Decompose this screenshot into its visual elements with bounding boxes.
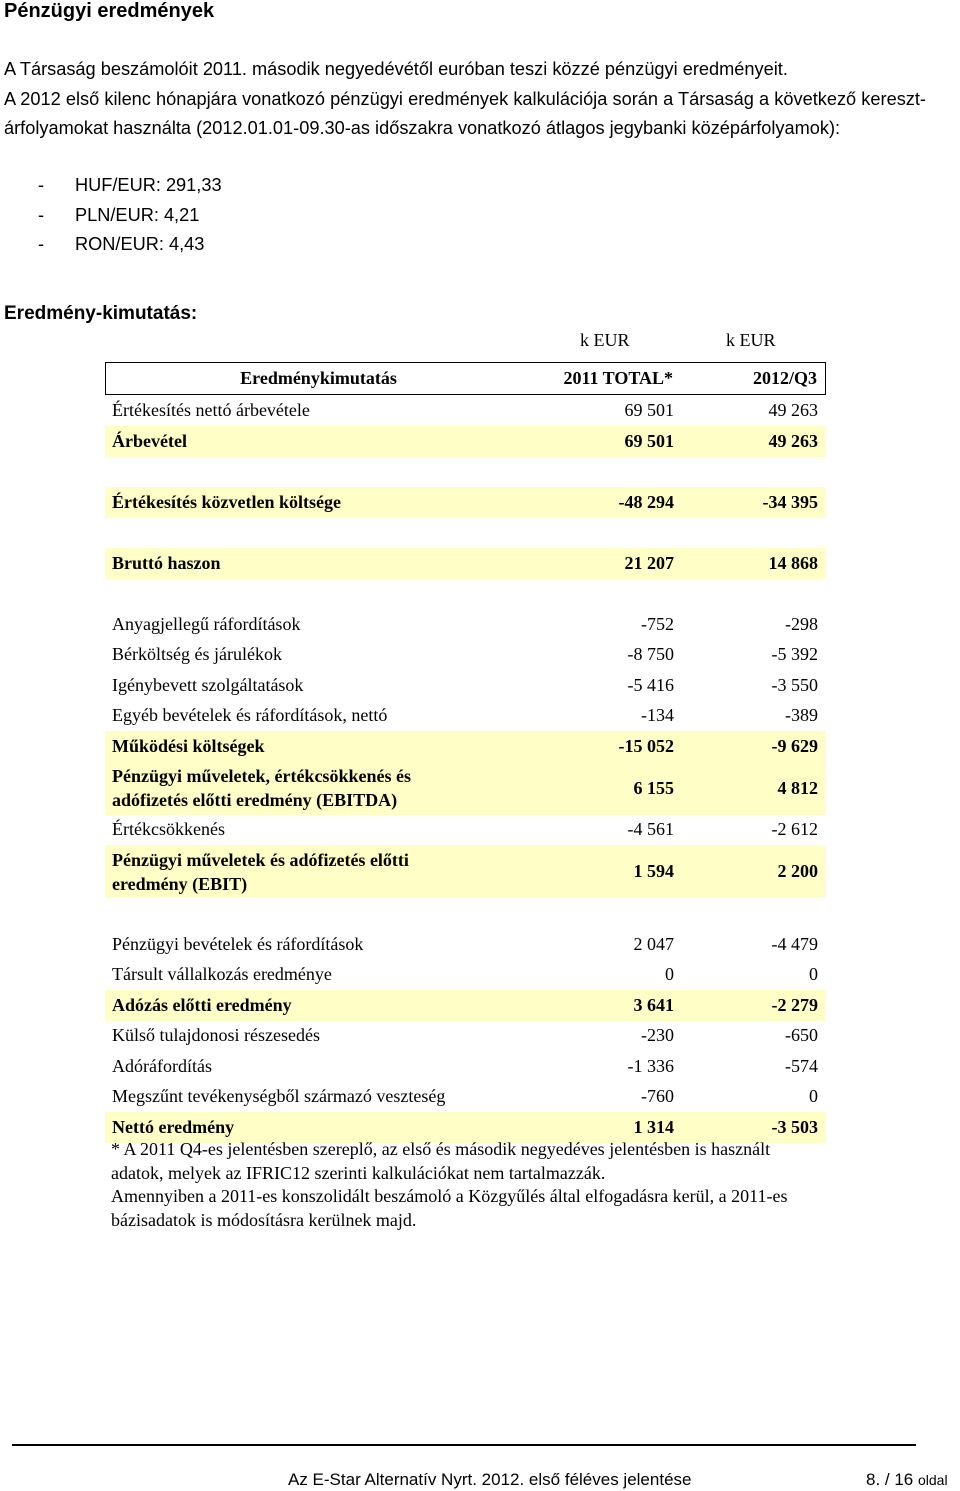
- row-spacer: [105, 518, 826, 549]
- section-title-financial-results: Pénzügyi eredmények: [4, 0, 215, 22]
- header-label: Eredménykimutatás: [240, 368, 397, 388]
- table-row: Anyagjellegű ráfordítások -752 -298: [112, 613, 818, 634]
- rate-item-ron: - RON/EUR: 4,43: [38, 234, 205, 254]
- footer-report-title: Az E-Star Alternatív Nyrt. 2012. első féléves jelentése: [288, 1470, 692, 1489]
- rate-item-pln: - PLN/EUR: 4,21: [38, 204, 200, 225]
- header-col1: 2011 TOTAL*: [563, 368, 673, 388]
- table-row: Megszűnt tevékenységből származó veszteség -760 0: [112, 1086, 818, 1107]
- table-row: Pénzügyi műveletek, értékcsökkenés és adófizetés előtti eredmény (EBITDA) 6 155 4 812: [105, 762, 826, 815]
- intro-text: [4, 55, 926, 144]
- table-row: Értékesítés nettó árbevétele 69 501 49 263: [112, 400, 818, 420]
- table-row: Egyéb bevételek és ráfordítások, nettó -134 -389: [112, 705, 818, 726]
- row-spacer: [105, 457, 826, 488]
- table-row: Igénybevett szolgáltatások -5 416 -3 550: [112, 674, 818, 695]
- table-row: Adóráfordítás -1 336 -574: [112, 1055, 818, 1076]
- table-row: Nettó eredmény 1 314 -3 503: [105, 1112, 826, 1143]
- unit-label-col1: k EUR: [580, 330, 630, 350]
- intro-line-1: A Társaság beszámolóit 2011. második negyedévétől euróban teszi közzé pénzügyi eredményeit.: [4, 59, 788, 79]
- table-row: Bruttó haszon 21 207 14 868: [105, 548, 826, 579]
- section-title-income-statement: Eredmény-kimutatás:: [4, 303, 198, 324]
- header-col2: 2012/Q3: [752, 368, 817, 388]
- table-row: Értékcsökkenés -4 561 -2 612: [112, 819, 818, 840]
- unit-label-col2: k EUR: [726, 330, 776, 350]
- footer-divider: [12, 1444, 916, 1446]
- row-spacer: [105, 579, 826, 610]
- rate-item-huf: - HUF/EUR: 291,33: [38, 175, 222, 195]
- exchange-rate-list: [38, 171, 222, 260]
- table-row: Társult vállalkozás eredménye 0 0: [112, 964, 818, 985]
- table-footnote: [111, 1138, 816, 1233]
- table-row: Bérköltség és járulékok -8 750 -5 392: [112, 644, 818, 665]
- table-header-row: [105, 362, 826, 395]
- income-statement-table: [105, 362, 826, 1143]
- table-row: Árbevétel 69 501 49 263: [105, 426, 826, 457]
- table-row: Működési költségek -15 052 -9 629: [105, 731, 826, 762]
- table-row: Külső tulajdonosi részesedés -230 -650: [112, 1025, 818, 1046]
- intro-paragraph-2: A 2012 első kilenc hónapjára vonatkozó pénzügyi eredmények kalkulációja során a Társaság a következő kereszt-árfolyamokat használta (2012.01.01-09.30-as időszakra vonatkozó átlagos jegybanki középárfolyamok):: [4, 88, 926, 138]
- table-row: Pénzügyi műveletek és adófizetés előtti eredmény (EBIT) 1 594 2 200: [105, 845, 826, 898]
- table-row: Adózás előtti eredmény 3 641 -2 279: [105, 990, 826, 1021]
- row-spacer: [105, 898, 826, 929]
- footer-page-number: 8. / 16 oldal: [866, 1470, 948, 1489]
- table-row: Pénzügyi bevételek és ráfordítások 2 047 -4 479: [112, 933, 818, 954]
- footnote-paragraph-1: * A 2011 Q4-es jelentésben szereplő, az első és második negyedéves jelentésben is használt adatok, melyek az IFRIC12 szerinti kalkulációkat nem tartalmazzák.: [111, 1139, 771, 1183]
- table-row: Értékesítés közvetlen költsége -48 294 -34 395: [105, 487, 826, 518]
- footnote-paragraph-2: Amennyiben a 2011-es konszolidált beszámoló a Közgyűlés által elfogadásra kerül, a 2011-es bázisadatok is módosításra kerülnek majd.: [111, 1186, 788, 1231]
